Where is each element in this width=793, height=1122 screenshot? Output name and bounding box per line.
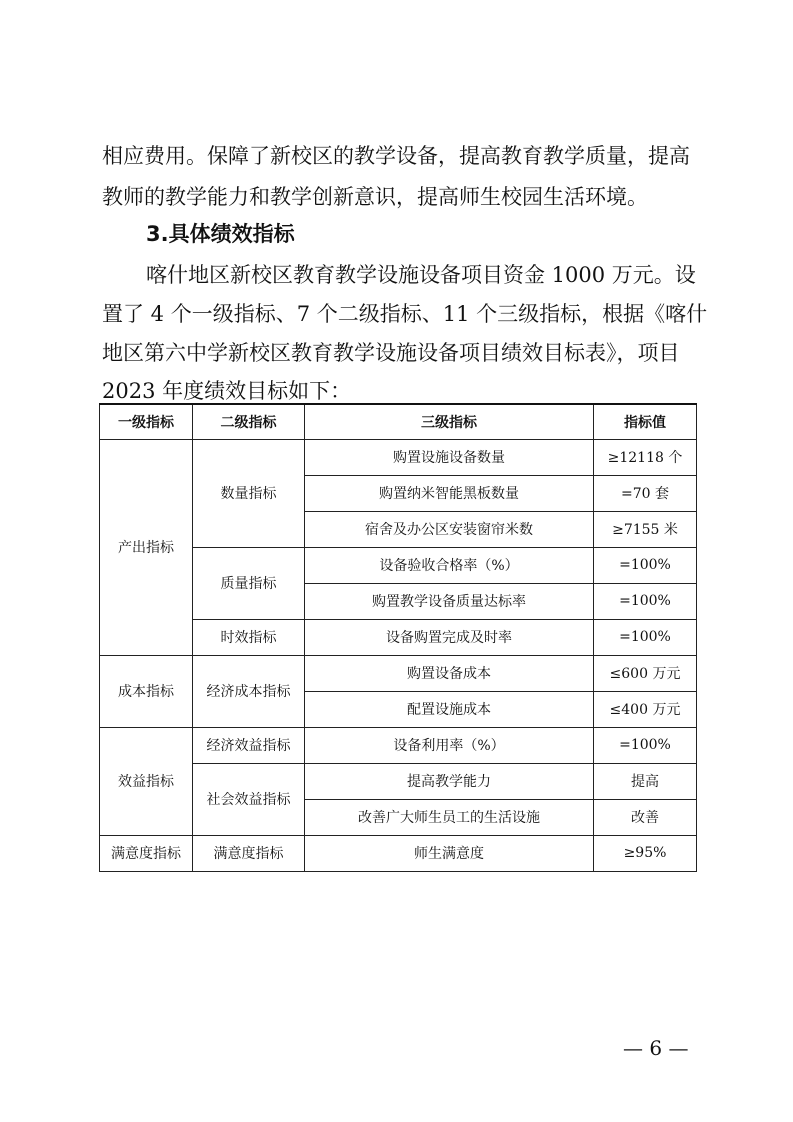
indicator-cell: 设备购置完成及时率	[305, 619, 594, 655]
indicator-cell: 购置教学设备质量达标率	[305, 583, 594, 619]
level1-cell: 效益指标	[100, 727, 193, 835]
level2-cell: 满意度指标	[193, 835, 305, 871]
value-cell: =70 套	[594, 475, 697, 511]
indicator-cell: 配置设施成本	[305, 691, 594, 727]
column-header: 一级指标	[100, 404, 193, 439]
level2-cell: 社会效益指标	[193, 763, 305, 835]
value-cell: =100%	[594, 547, 697, 583]
section-heading: 3.具体绩效指标	[146, 222, 295, 246]
value-cell: =100%	[594, 727, 697, 763]
level2-cell: 经济效益指标	[193, 727, 305, 763]
level1-cell: 产出指标	[100, 439, 193, 655]
value-cell: ≥12118 个	[594, 439, 697, 475]
level2-cell: 时效指标	[193, 619, 305, 655]
indicator-cell: 设备验收合格率（%）	[305, 547, 594, 583]
indicator-cell: 宿舍及办公区安装窗帘米数	[305, 511, 594, 547]
value-cell: 改善	[594, 799, 697, 835]
column-header: 二级指标	[193, 404, 305, 439]
table-row	[100, 727, 697, 763]
level2-cell: 数量指标	[193, 439, 305, 547]
paragraph-line: 相应费用。保障了新校区的教学设备，提高教育教学质量，提高	[102, 144, 690, 168]
indicator-cell: 购置设备成本	[305, 655, 594, 691]
level1-cell: 成本指标	[100, 655, 193, 727]
indicator-cell: 购置纳米智能黑板数量	[305, 475, 594, 511]
table-row	[100, 835, 697, 871]
indicator-cell: 购置设施设备数量	[305, 439, 594, 475]
value-cell: ≥7155 米	[594, 511, 697, 547]
indicator-cell: 提高教学能力	[305, 763, 594, 799]
column-header: 三级指标	[305, 404, 594, 439]
performance-indicator-table	[99, 403, 697, 872]
paragraph-line: 2023 年度绩效目标如下：	[102, 379, 352, 403]
paragraph-line: 置了 4 个一级指标、7 个二级指标、11 个三级指标，根据《喀什	[102, 302, 708, 326]
value-cell: ≤400 万元	[594, 691, 697, 727]
level1-cell: 满意度指标	[100, 835, 193, 871]
column-header: 指标值	[594, 404, 697, 439]
paragraph-line: 地区第六中学新校区教育教学设施设备项目绩效目标表》，项目	[102, 341, 680, 365]
value-cell: 提高	[594, 763, 697, 799]
table-row	[100, 439, 697, 475]
value-cell: ≥95%	[594, 835, 697, 871]
value-cell: =100%	[594, 583, 697, 619]
indicator-cell: 改善广大师生员工的生活设施	[305, 799, 594, 835]
value-cell: ≤600 万元	[594, 655, 697, 691]
paragraph-line: 喀什地区新校区教育教学设施设备项目资金 1000 万元。设	[146, 263, 696, 287]
table-row	[100, 655, 697, 691]
indicator-cell: 设备利用率（%）	[305, 727, 594, 763]
level2-cell: 质量指标	[193, 547, 305, 619]
table-header-row	[100, 404, 697, 439]
page-number: — 6 —	[623, 1036, 689, 1060]
indicator-cell: 师生满意度	[305, 835, 594, 871]
paragraph-line: 教师的教学能力和教学创新意识，提高师生校园生活环境。	[102, 185, 648, 209]
value-cell: =100%	[594, 619, 697, 655]
level2-cell: 经济成本指标	[193, 655, 305, 727]
